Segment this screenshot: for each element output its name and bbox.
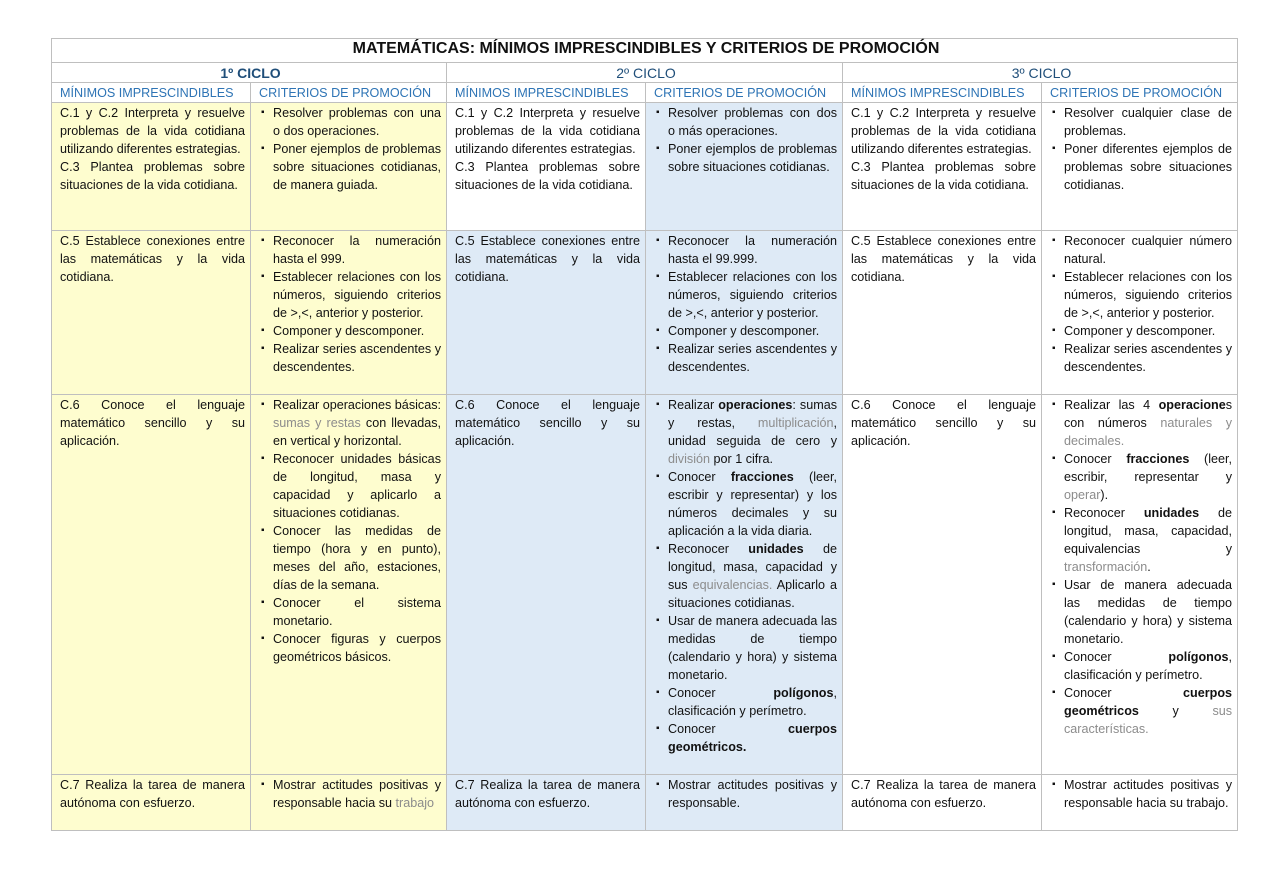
list-item: ▪ Resolver cualquier clase de problemas. bbox=[1050, 104, 1232, 140]
col-header-criterios-1: CRITERIOS DE PROMOCIÓN bbox=[251, 83, 447, 103]
cell-minimos-c1-r2: C.5 Establece conexiones entre las matemáticas y la vida cotidiana. bbox=[52, 231, 251, 395]
list-item: ▪ Establecer relaciones con los números, siguiendo criterios de >,<, anterior y posterior. bbox=[654, 268, 837, 322]
list-item: ▪ Poner ejemplos de problemas sobre situaciones cotidianas, de manera guiada. bbox=[259, 140, 441, 194]
list-item: ▪ Conocer cuerpos geométricos. bbox=[654, 720, 837, 756]
col-header-minimos-1: MÍNIMOS IMPRESCINDIBLES bbox=[52, 83, 251, 103]
list-item: ▪ Poner diferentes ejemplos de problemas sobre situaciones cotidianas. bbox=[1050, 140, 1232, 194]
list-item: ▪ Realizar series ascendentes y descendentes. bbox=[259, 340, 441, 376]
minimo-text: C.3 Plantea problemas sobre situaciones de la vida cotidiana. bbox=[60, 160, 245, 192]
cell-minimos-c1-r1 bbox=[52, 103, 251, 231]
list-item: ▪ Conocer polígonos, clasificación y perímetro. bbox=[654, 684, 837, 720]
col-header-criterios-2: CRITERIOS DE PROMOCIÓN bbox=[646, 83, 843, 103]
list-item: ▪ Conocer fracciones (leer, escribir, representar y operar). bbox=[1050, 450, 1232, 504]
cell-criterios-c3-r2 bbox=[1042, 231, 1238, 395]
page-title: MATEMÁTICAS: MÍNIMOS IMPRESCINDIBLES Y CRITERIOS DE PROMOCIÓN bbox=[52, 39, 1238, 63]
list-item: ▪ Conocer polígonos, clasificación y perímetro. bbox=[1050, 648, 1232, 684]
list-item: ▪ Usar de manera adecuada las medidas de tiempo (calendario y hora) y sistema monetario. bbox=[1050, 576, 1232, 648]
list-item: ▪ Conocer el sistema monetario. bbox=[259, 594, 441, 630]
list-item: ▪ Conocer las medidas de tiempo (hora y en punto), meses del año, estaciones, días de la semana. bbox=[259, 522, 441, 594]
table-row bbox=[52, 103, 1238, 231]
list-item: ▪ Realizar operaciones básicas: sumas y restas con llevadas, en vertical y horizontal. bbox=[259, 396, 441, 450]
col-header-minimos-3: MÍNIMOS IMPRESCINDIBLES bbox=[843, 83, 1042, 103]
cell-minimos-c3-r2: C.5 Establece conexiones entre las matemáticas y la vida cotidiana. bbox=[843, 231, 1042, 395]
cycle-1-header: 1º CICLO bbox=[52, 63, 447, 83]
cell-criterios-c3-r1 bbox=[1042, 103, 1238, 231]
table-row bbox=[52, 775, 1238, 831]
minimo-text: C.3 Plantea problemas sobre situaciones de la vida cotidiana. bbox=[851, 160, 1036, 192]
list-item: ▪ Realizar las 4 operaciones con números naturales y decimales. bbox=[1050, 396, 1232, 450]
list-item: ▪ Realizar series ascendentes y descendentes. bbox=[1050, 340, 1232, 376]
list-item: ▪ Mostrar actitudes positivas y responsable hacia su trabajo bbox=[259, 776, 441, 812]
list-item: ▪ Resolver problemas con dos o más operaciones. bbox=[654, 104, 837, 140]
cell-minimos-c3-r1 bbox=[843, 103, 1042, 231]
col-header-minimos-2: MÍNIMOS IMPRESCINDIBLES bbox=[447, 83, 646, 103]
minimo-text: C.3 Plantea problemas sobre situaciones de la vida cotidiana. bbox=[455, 160, 640, 192]
criteria-table bbox=[51, 38, 1238, 831]
cycle-3-header: 3º CICLO bbox=[843, 63, 1238, 83]
cell-minimos-c2-r2: C.5 Establece conexiones entre las matemáticas y la vida cotidiana. bbox=[447, 231, 646, 395]
list-item: ▪ Usar de manera adecuada las medidas de tiempo (calendario y hora) y sistema monetario. bbox=[654, 612, 837, 684]
list-item: ▪ Reconocer unidades de longitud, masa, capacidad, equivalencias y transformación. bbox=[1050, 504, 1232, 576]
list-item: ▪ Reconocer la numeración hasta el 999. bbox=[259, 232, 441, 268]
cell-minimos-c3-r4: C.7 Realiza la tarea de manera autónoma con esfuerzo. bbox=[843, 775, 1042, 831]
list-item: ▪ Resolver problemas con una o dos operaciones. bbox=[259, 104, 441, 140]
cell-criterios-c2-r2 bbox=[646, 231, 843, 395]
list-item: ▪ Componer y descomponer. bbox=[259, 322, 441, 340]
list-item: ▪ Conocer fracciones (leer, escribir y representar) y los números decimales y su aplicación a la vida diaria. bbox=[654, 468, 837, 540]
col-header-criterios-3: CRITERIOS DE PROMOCIÓN bbox=[1042, 83, 1238, 103]
list-item: ▪ Realizar operaciones: sumas y restas, multiplicación, unidad seguida de cero y división por 1 cifra. bbox=[654, 396, 837, 468]
list-item: ▪ Conocer cuerpos geométricos y sus características. bbox=[1050, 684, 1232, 738]
cell-criterios-c2-r1 bbox=[646, 103, 843, 231]
list-item: ▪ Reconocer la numeración hasta el 99.999. bbox=[654, 232, 837, 268]
list-item: ▪ Poner ejemplos de problemas sobre situaciones cotidianas. bbox=[654, 140, 837, 176]
cell-minimos-c2-r3: C.6 Conoce el lenguaje matemático sencillo y su aplicación. bbox=[447, 395, 646, 775]
cell-criterios-c3-r3 bbox=[1042, 395, 1238, 775]
minimo-text: C.1 y C.2 Interpreta y resuelve problemas de la vida cotidiana utilizando diferentes estrategias. bbox=[851, 106, 1036, 156]
cell-criterios-c2-r4 bbox=[646, 775, 843, 831]
cell-criterios-c3-r4 bbox=[1042, 775, 1238, 831]
cell-criterios-c1-r4 bbox=[251, 775, 447, 831]
list-item: ▪ Reconocer cualquier número natural. bbox=[1050, 232, 1232, 268]
list-item: ▪ Reconocer unidades de longitud, masa, capacidad y sus equivalencias. Aplicarlo a situaciones cotidianas. bbox=[654, 540, 837, 612]
list-item: ▪ Reconocer unidades básicas de longitud, masa y capacidad y aplicarlo a situaciones cotidianas. bbox=[259, 450, 441, 522]
minimo-text: C.1 y C.2 Interpreta y resuelve problemas de la vida cotidiana utilizando diferentes estrategias. bbox=[60, 106, 245, 156]
table-row bbox=[52, 231, 1238, 395]
list-item: ▪ Componer y descomponer. bbox=[1050, 322, 1232, 340]
cell-criterios-c1-r2 bbox=[251, 231, 447, 395]
minimo-text: C.1 y C.2 Interpreta y resuelve problemas de la vida cotidiana utilizando diferentes estrategias. bbox=[455, 106, 640, 156]
list-item: ▪ Mostrar actitudes positivas y responsable hacia su trabajo. bbox=[1050, 776, 1232, 812]
list-item: ▪ Establecer relaciones con los números, siguiendo criterios de >,<, anterior y posterior. bbox=[1050, 268, 1232, 322]
cell-criterios-c1-r3 bbox=[251, 395, 447, 775]
cell-minimos-c1-r4: C.7 Realiza la tarea de manera autónoma con esfuerzo. bbox=[52, 775, 251, 831]
list-item: ▪ Conocer figuras y cuerpos geométricos básicos. bbox=[259, 630, 441, 666]
list-item: ▪ Mostrar actitudes positivas y responsable. bbox=[654, 776, 837, 812]
list-item: ▪ Realizar series ascendentes y descendentes. bbox=[654, 340, 837, 376]
list-item: ▪ Establecer relaciones con los números, siguiendo criterios de >,<, anterior y posterior. bbox=[259, 268, 441, 322]
cell-criterios-c2-r3 bbox=[646, 395, 843, 775]
cycle-2-header: 2º CICLO bbox=[447, 63, 843, 83]
cell-minimos-c2-r1 bbox=[447, 103, 646, 231]
list-item: ▪ Componer y descomponer. bbox=[654, 322, 837, 340]
cell-minimos-c1-r3: C.6 Conoce el lenguaje matemático sencillo y su aplicación. bbox=[52, 395, 251, 775]
cell-criterios-c1-r1 bbox=[251, 103, 447, 231]
cell-minimos-c2-r4: C.7 Realiza la tarea de manera autónoma con esfuerzo. bbox=[447, 775, 646, 831]
cell-minimos-c3-r3: C.6 Conoce el lenguaje matemático sencillo y su aplicación. bbox=[843, 395, 1042, 775]
table-row bbox=[52, 395, 1238, 775]
